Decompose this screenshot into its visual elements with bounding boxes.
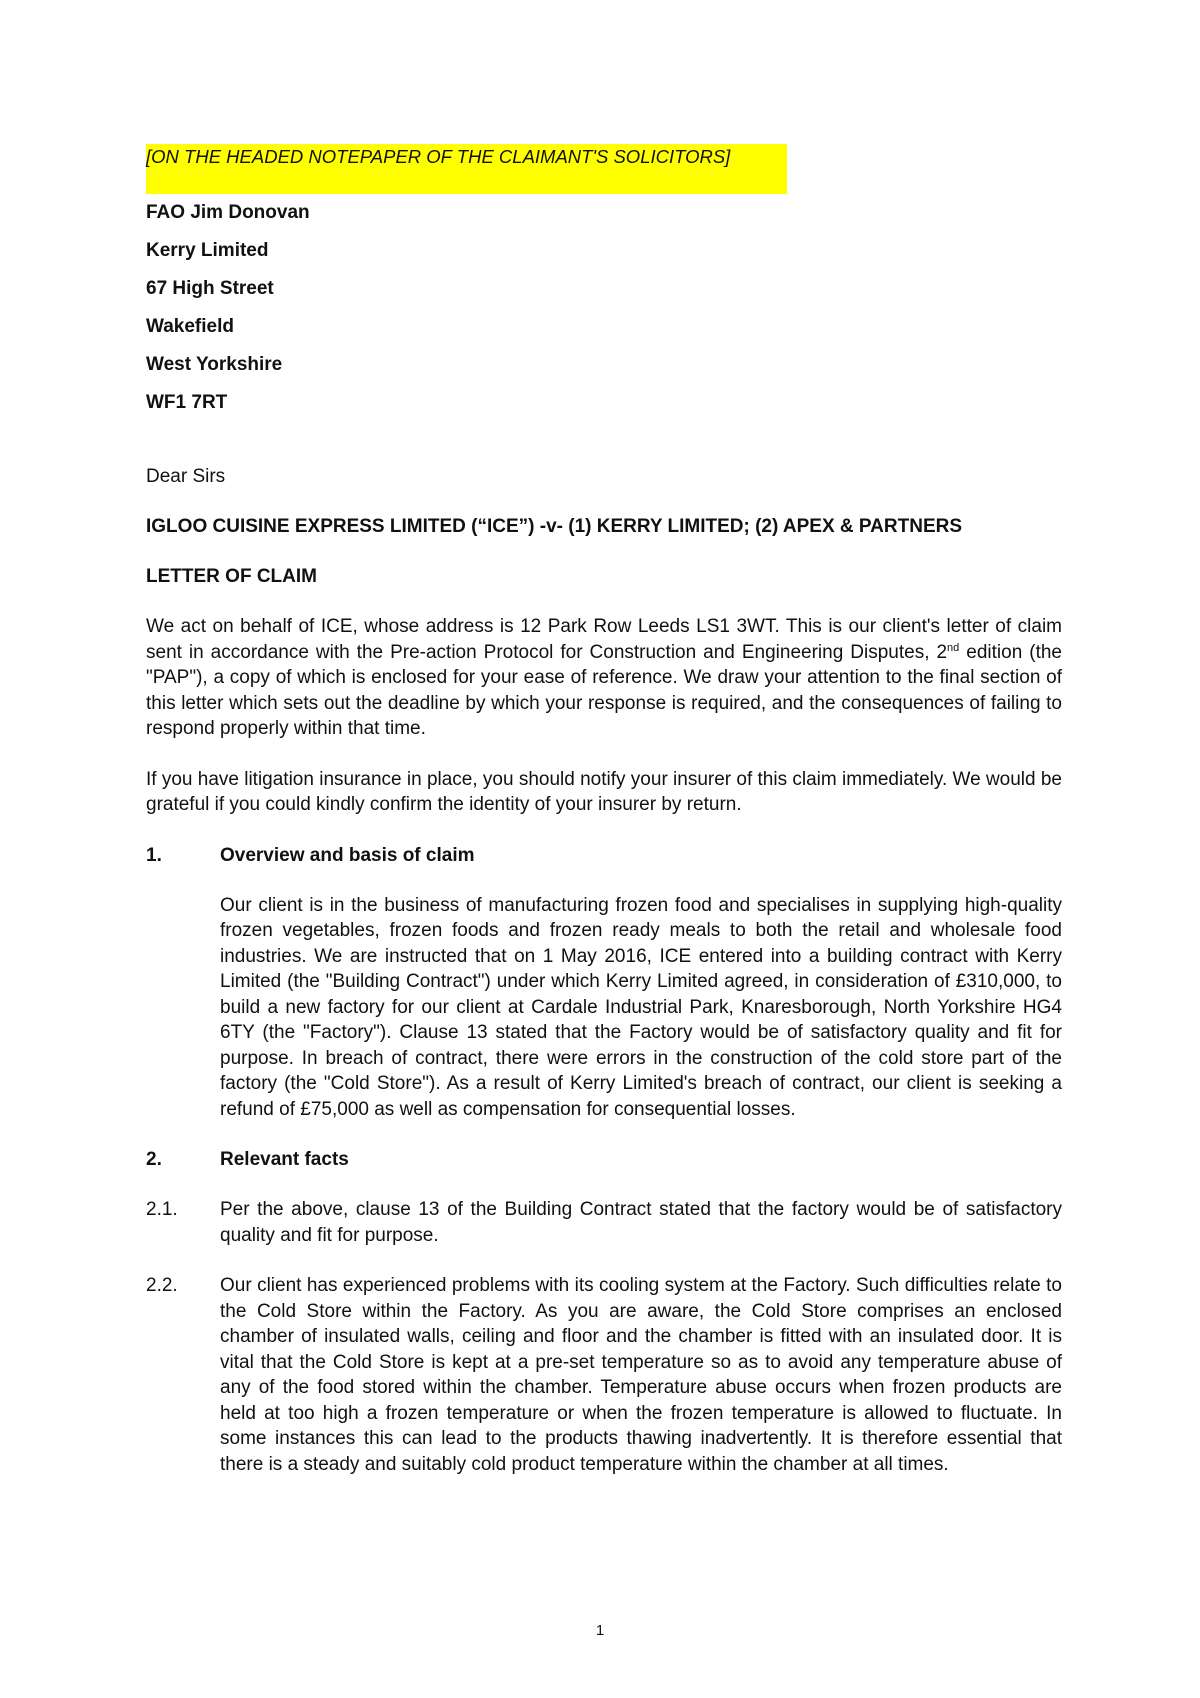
clause-number: 2.1. — [146, 1199, 178, 1220]
address-county: West Yorkshire — [146, 354, 283, 375]
address-town: Wakefield — [146, 316, 234, 337]
intro-p1-text-continued: edition (the "PAP"), a copy of which is enclosed for your ease of reference. We draw your attention to the final section of this letter which sets out the deadline by which your response is required, and the consequences of failing to respond properly within that time. — [146, 641, 1062, 739]
clause-number: 2.2. — [146, 1275, 178, 1296]
clause-text: Our client has experienced problems with its cooling system at the Factory. Such difficulties relate to the Cold Store within the Factory. As you are aware, the Cold Store comprises an enclosed chamber of insulated walls, ceiling and floor and the chamber is fitted with an insulated door. It is vital that the Cold Store is kept at a pre-set temperature so as to avoid any temperature abuse of any of the food stored within the chamber. Temperature abuse occurs when frozen products are held at too high a frozen temperature or when the frozen temperature is allowed to fluctuate. In some instances this can lead to the products thawing inadvertently. It is therefore essential that there is a steady and suitably cold product temperature within the chamber at all times. — [220, 1275, 1062, 1475]
address-company: Kerry Limited — [146, 240, 269, 261]
clause-2-1 — [146, 1197, 1062, 1248]
section-heading-relevant-facts — [146, 1147, 1062, 1197]
address-postcode: WF1 7RT — [146, 392, 228, 413]
section-heading-text: Relevant facts — [220, 1149, 349, 1170]
intro-p1-text: We act on behalf of ICE, whose address is 12 Park Row Leeds LS1 3WT. This is our client's letter of claim sent in accordance with the Pre-action Protocol for Construction and Engineering Disputes, 2 — [146, 616, 1062, 663]
section-heading-text: Overview and basis of claim — [220, 844, 475, 866]
clause-text: Per the above, clause 13 of the Building Contract stated that the factory would be of satisfactory quality and fit for purpose. — [220, 1199, 1062, 1246]
intro-paragraph-2: If you have litigation insurance in place, you should notify your insurer of this claim immediately. We would be grateful if you could kindly confirm the identity of your insurer by return. — [146, 768, 1062, 815]
section-number: 1. — [146, 844, 162, 866]
section-heading-overview — [146, 843, 1062, 893]
ordinal-superscript: nd — [947, 641, 960, 654]
address-street: 67 High Street — [146, 278, 274, 299]
page-number: 1 — [595, 1622, 605, 1639]
case-title: IGLOO CUISINE EXPRESS LIMITED (“ICE”) -v- (1) KERRY LIMITED; (2) APEX & PARTNERS — [146, 516, 963, 537]
letter-title: LETTER OF CLAIM — [146, 566, 317, 587]
address-fao: FAO Jim Donovan — [146, 202, 310, 223]
section-overview-body — [146, 893, 1062, 1123]
section-number: 2. — [146, 1149, 162, 1170]
overview-paragraph: Our client is in the business of manufacturing frozen food and specialises in supplying high-quality frozen vegetables, frozen foods and frozen ready meals to both the retail and wholesale food industries. We are instructed that on 1 May 2016, ICE entered into a building contract with Kerry Limited (the "Building Contract") under which Kerry Limited agreed, in consideration of £310,000, to build a new factory for our client at Cardale Industrial Park, Knaresborough, North Yorkshire HG4 6TY (the "Factory"). Clause 13 stated that the Factory would be of satisfactory quality and fit for purpose. In breach of contract, there were errors in the construction of the cold store part of the factory (the "Cold Store"). As a result of Kerry Limited's breach of contract, our client is seeking a refund of £75,000 as well as compensation for consequential losses. — [220, 894, 1062, 1120]
intro-paragraph-1 — [146, 614, 1062, 742]
letter-body — [146, 144, 1062, 1502]
headed-notepaper-placeholder: [ON THE HEADED NOTEPAPER OF THE CLAIMANT'S SOLICITORS] — [146, 144, 787, 194]
salutation: Dear Sirs — [146, 466, 226, 487]
clause-2-2 — [146, 1273, 1062, 1477]
